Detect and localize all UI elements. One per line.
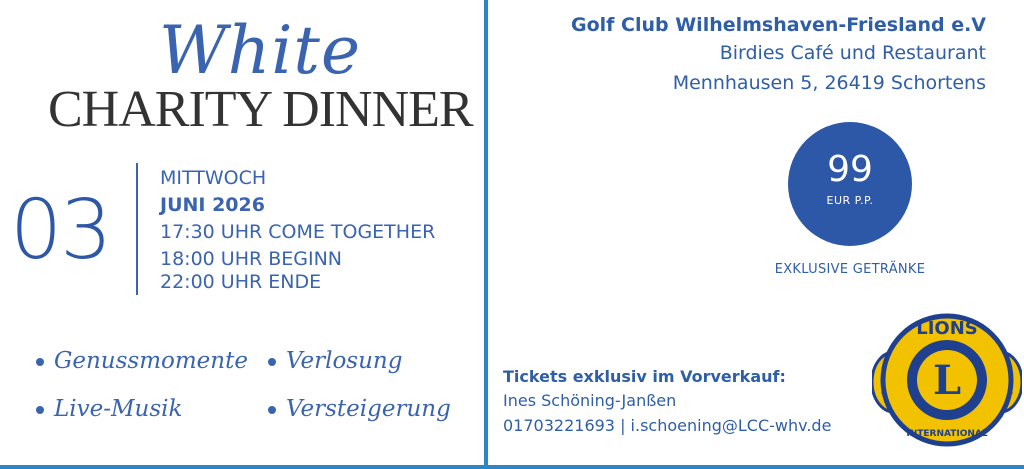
svg-text:L: L [932,357,962,404]
bullet-icon [36,406,44,414]
feature-item: Versteigerung [268,396,451,422]
feature-item: Verlosung [268,348,402,374]
ticket-contact-name: Ines Schöning-Janßen [503,391,677,410]
ticket-heading: Tickets exklusiv im Vorverkauf: [503,367,786,386]
price-amount: 99 [827,149,873,190]
ticket-info [503,366,831,438]
schedule-item: 18:00 UHR BEGINN [160,248,343,270]
event-month-year: JUNI 2026 [160,194,265,216]
price-unit: EUR P.P. [826,194,874,207]
feature-item: Live-Musik [36,396,182,422]
event-day: 03 [10,183,111,278]
club-name: Golf Club Wilhelmshaven-Friesland e.V [570,14,986,36]
svg-text:LIONS: LIONS [916,318,978,339]
panel-divider [484,0,488,469]
feature-item: Genussmomente [36,348,248,374]
schedule-item: 22:00 UHR ENDE [160,271,322,293]
schedule-item: 17:30 UHR COME TOGETHER [160,221,436,243]
svg-text:INTERNATIONAL: INTERNATIONAL [906,429,988,439]
venue-block [571,12,986,98]
venue-address: Mennhausen 5, 26419 Schortens [672,72,986,94]
bullet-icon [36,358,44,366]
price-badge [788,122,912,246]
restaurant-name: Birdies Café und Restaurant [719,42,986,64]
event-weekday: MITTWOCH [160,167,267,189]
script-title: White [158,12,362,89]
ticket-contact-line: 01703221693 | i.schoening@LCC-whv.de [503,416,832,435]
event-schedule [160,165,435,294]
bullet-icon [268,358,276,366]
lions-logo [872,310,1022,450]
event-title: CHARITY DINNER [48,81,473,138]
date-divider-line [136,163,138,295]
price-note: EXKLUSIVE GETRÄNKE [774,262,926,277]
bullet-icon [268,406,276,414]
